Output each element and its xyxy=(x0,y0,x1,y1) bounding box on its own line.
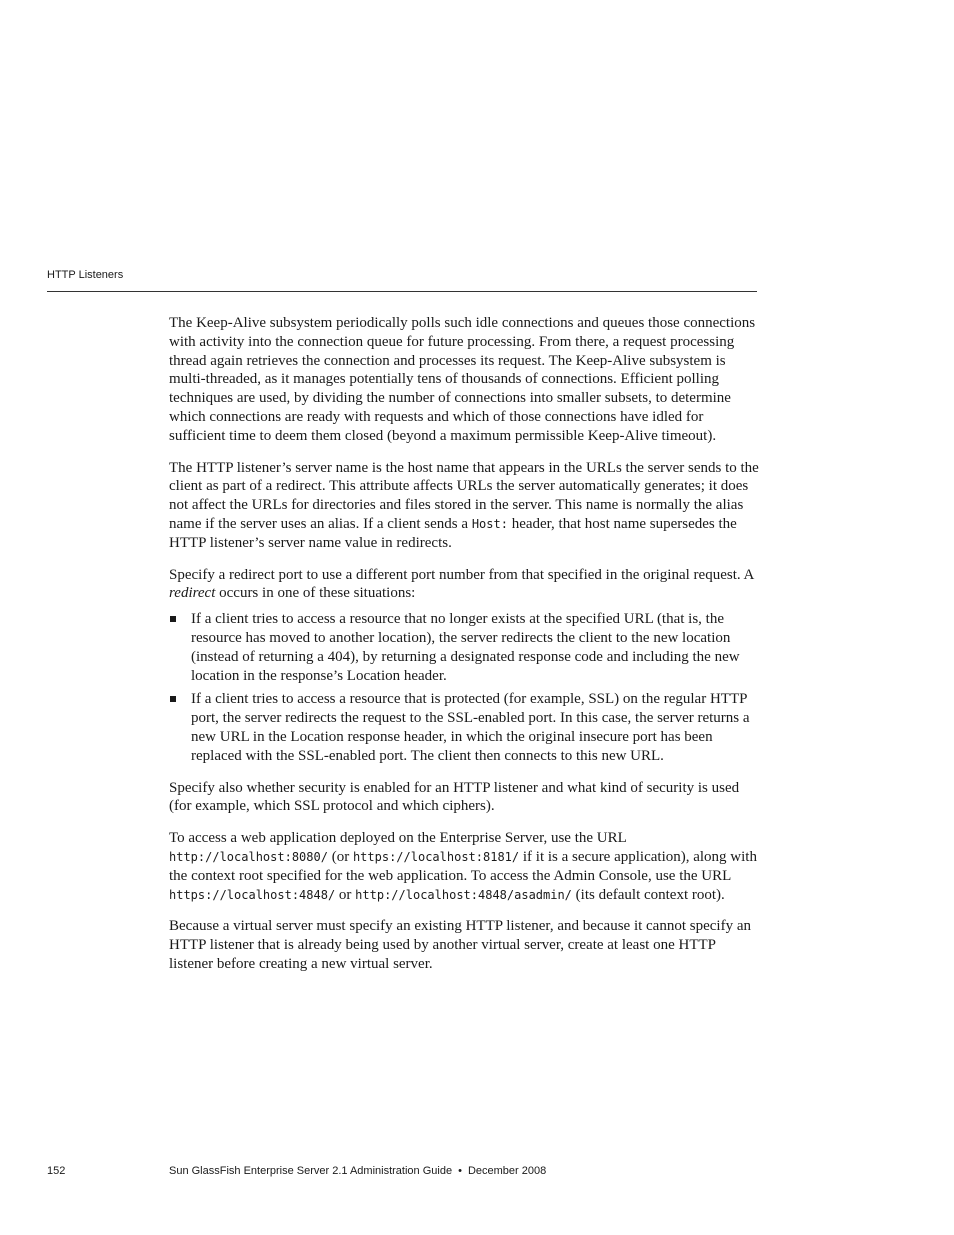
paragraph-redirect-port xyxy=(169,566,761,604)
footer-separator: • xyxy=(458,1165,462,1177)
list-item-text: If a client tries to access a resource that no longer exists at the specified URL (that is, the resource has moved to another location), the server redirects the client to the new location (instead of returning a 404), by returning a designated response code and including the new location in the response’s Location header. xyxy=(191,611,740,684)
text-span: if it is a secure application), along with the context root specified for the web application. To access the Admin Console, use the URL xyxy=(169,848,757,884)
inline-code-url: https://localhost:4848/ xyxy=(169,887,336,902)
page-number: 152 xyxy=(47,1165,66,1177)
redirect-situations-list xyxy=(169,610,761,765)
inline-code-url: http://localhost:8080/ xyxy=(169,849,328,864)
body-text xyxy=(169,314,761,987)
paragraph-server-name xyxy=(169,459,761,553)
text-span: (or xyxy=(327,848,353,865)
paragraph-security: Specify also whether security is enabled for an HTTP listener and what kind of security is used (for example, which SSL protocol and which ciphers). xyxy=(169,779,740,815)
paragraph-virtual-server: Because a virtual server must specify an existing HTTP listener, and because it cannot specify an HTTP listener that is already being used by another virtual server, create at least one HTTP listener before creating a new virtual server. xyxy=(169,918,751,972)
paragraph-keep-alive: The Keep-Alive subsystem periodically polls such idle connections and queues those connections with activity into the connection queue for future processing. From there, a request processing thread again retrieves the connection and processes its request. The Keep-Alive subsystem is multi-threaded, as it manages potentially tens of thousands of connections. Efficient polling techniques are used, by dividing the number of connections into smaller subsets, to determine which connections are ready with requests and which of those connections have idled for sufficient time to deem them closed (beyond a maximum permissible Keep-Alive timeout). xyxy=(169,315,756,444)
list-item-text: If a client tries to access a resource that is protected (for example, SSL) on the regular HTTP port, the server redirects the request to the SSL-enabled port. In this case, the server returns a new URL in the Location response header, in which the original insecure port has been replaced with the SSL-enabled port. The client then connects to this new URL. xyxy=(191,691,750,764)
bullet-square-icon xyxy=(170,696,176,702)
running-head: HTTP Listeners xyxy=(47,269,124,281)
publication-date: December 2008 xyxy=(467,1165,547,1177)
inline-code-url: http://localhost:4848/asadmin/ xyxy=(355,887,572,902)
text-span: occurs in one of these situations: xyxy=(215,585,416,602)
text-span: To access a web application deployed on the Enterprise Server, use the URL xyxy=(169,830,627,847)
bullet-square-icon xyxy=(170,616,176,622)
text-span: header, that host name supersedes the HTTP listener’s server name value in redirects. xyxy=(169,515,737,551)
text-span: The HTTP listener’s server name is the host name that appears in the URLs the server sends to the client as part of a redirect. This attribute affects URLs the server automatically generates; it does not affect the URLs for directories and files stored in the server. This name is normally the alias name if the server uses an alias. If a client sends a xyxy=(169,459,759,532)
inline-code-host: Host: xyxy=(471,516,508,531)
text-span: or xyxy=(335,886,356,903)
list-item xyxy=(169,690,761,765)
text-span: Specify a redirect port to use a different port number from that specified in the original request. A xyxy=(169,566,754,583)
footer-book-title xyxy=(169,1165,546,1177)
list-item xyxy=(169,610,761,685)
emphasis-redirect: redirect xyxy=(169,585,216,602)
inline-code-url: https://localhost:8181/ xyxy=(352,849,520,864)
paragraph-access-urls xyxy=(169,829,761,904)
text-span: (its default context root). xyxy=(571,886,725,903)
header-rule xyxy=(47,291,757,292)
book-title: Sun GlassFish Enterprise Server 2.1 Administration Guide xyxy=(169,1165,453,1177)
